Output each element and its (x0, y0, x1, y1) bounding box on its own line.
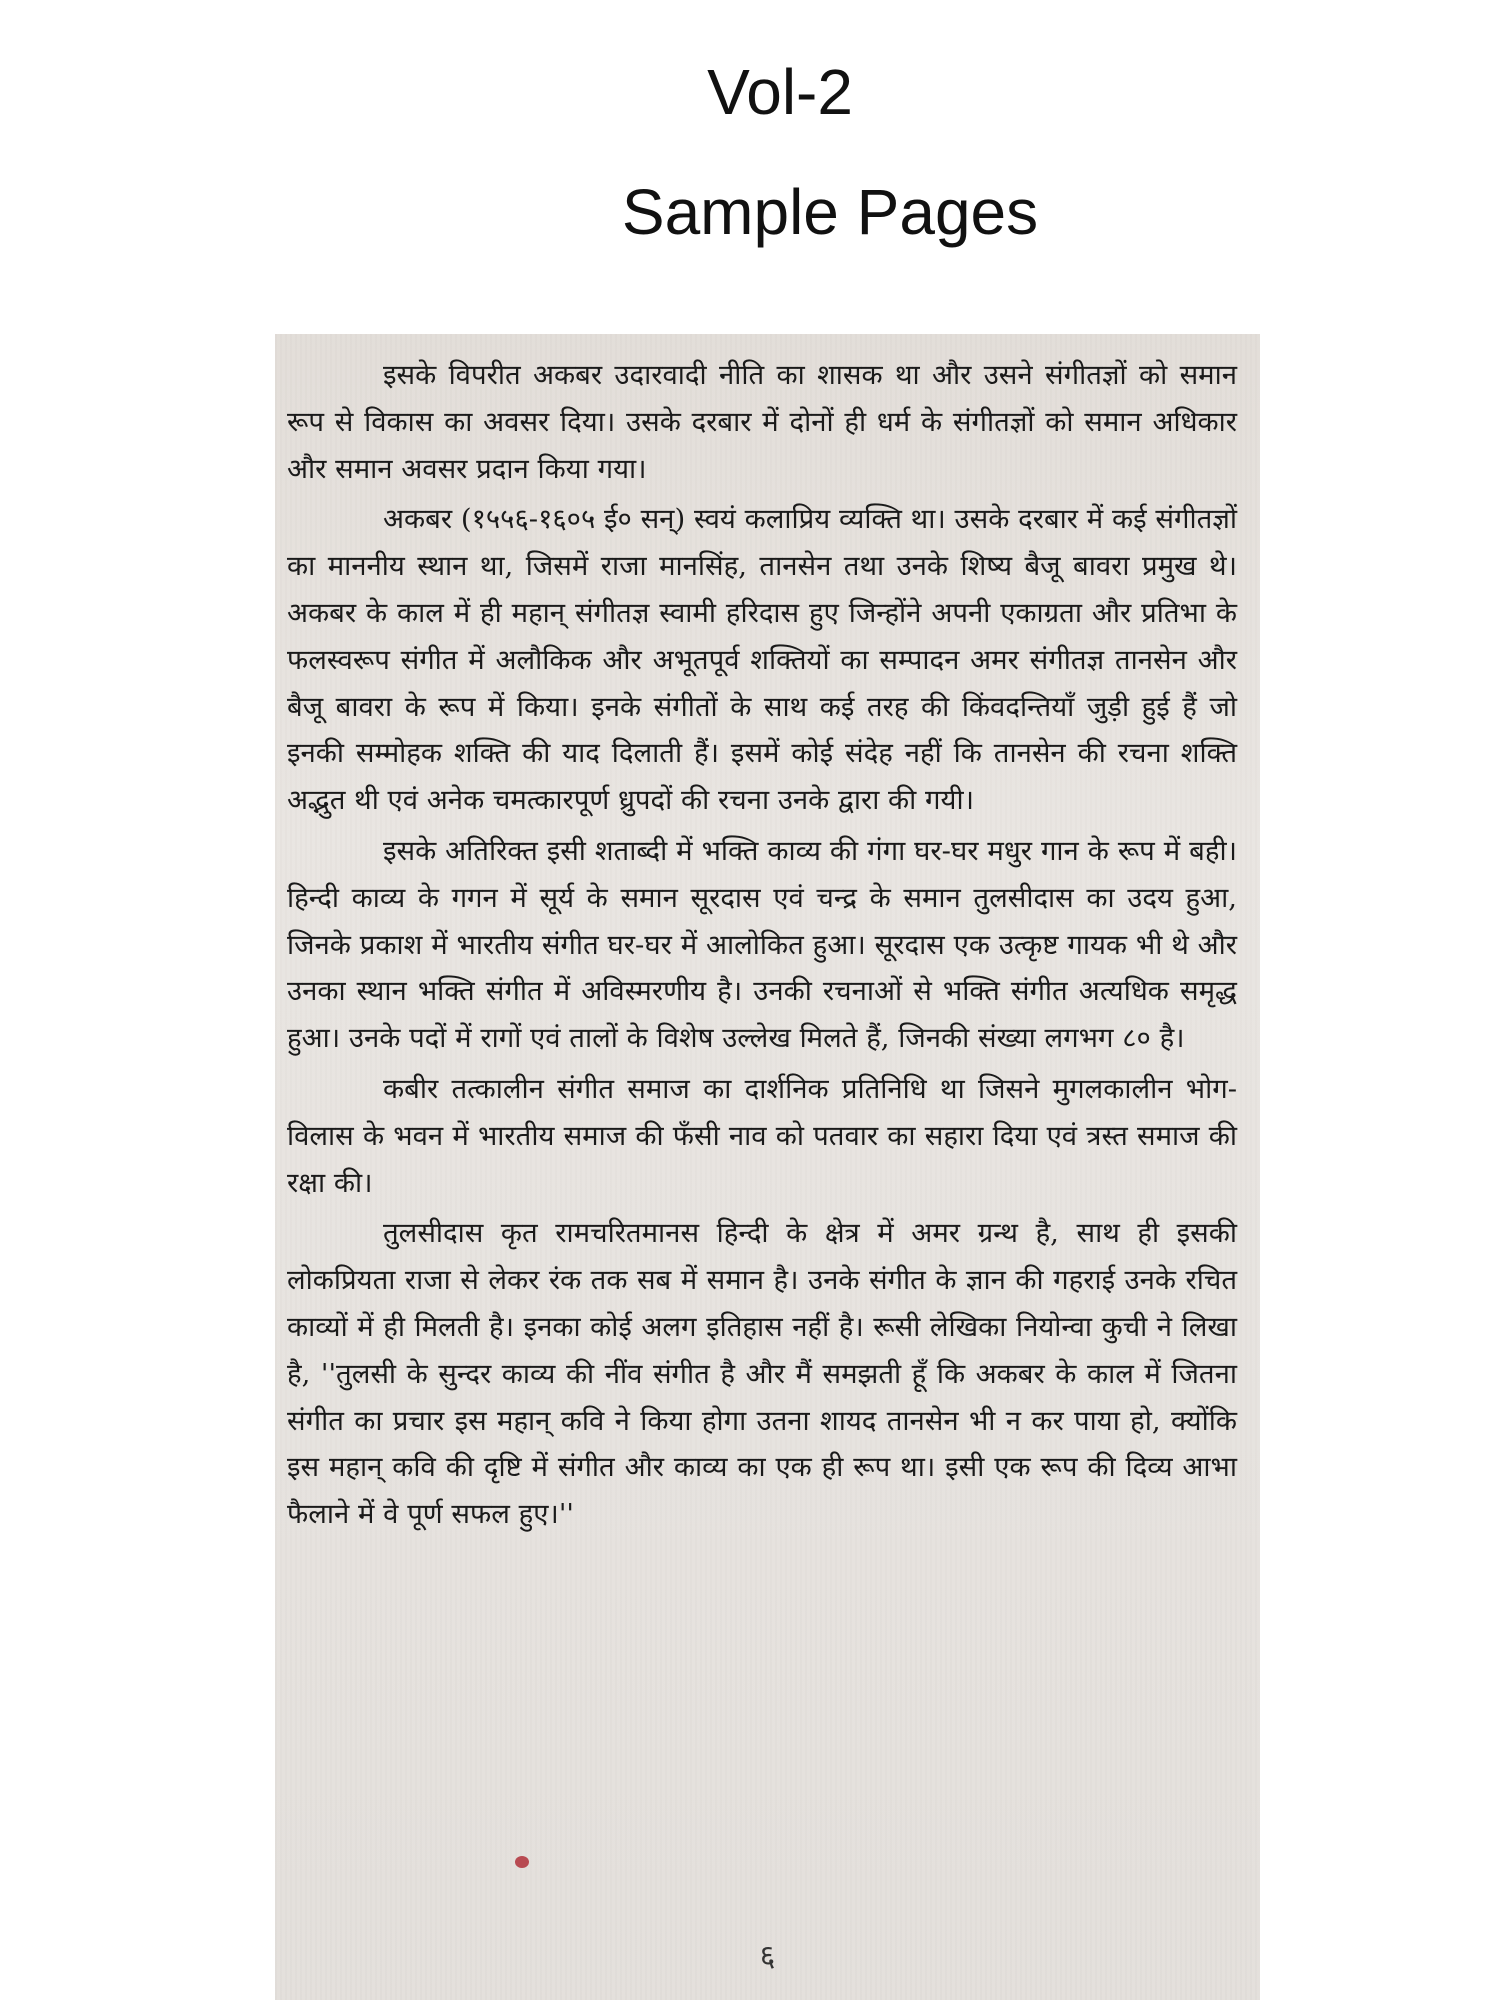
paragraph-tulsidas: तुलसीदास कृत रामचरितमानस हिन्दी के क्षेत्र में अमर ग्रन्थ है, साथ ही इसकी लोकप्रियता राजा से लेकर रंक तक सब में समान है। उनके संगीत के ज्ञान की गहराई उनके रचित काव्यों में ही मिलती है। इनका कोई अलग इतिहास नहीं है। रूसी लेखिका नियोन्वा कुची ने लिखा है, ''तुलसी के सुन्दर काव्य की नींव संगीत है और मैं समझती हूँ कि अकबर के काल में जितना संगीत का प्रचार इस महान् कवि ने किया होगा उतना शायद तानसेन भी न कर पाया हो, क्योंकि इस महान् कवि की दृष्टि में संगीत और काव्य का एक ही रूप था। इसी एक रूप की दिव्य आभा फैलाने में वे पूर्ण सफल हुए।'' (287, 1217, 1237, 1531)
paragraph-akbar-court: अकबर (१५५६-१६०५ ई० सन्) स्वयं कलाप्रिय व्यक्ति था। उसके दरबार में कई संगीतज्ञों का माननीय स्थान था, जिसमें राजा मानसिंह, तानसेन तथा उनके शिष्य बैजू बावरा प्रमुख थे। अकबर के काल में ही महान् संगीतज्ञ स्वामी हरिदास हुए जिन्होंने अपनी एकाग्रता और प्रतिभा के फलस्वरूप संगीत में अलौकिक और अभूतपूर्व शक्तियों का सम्पादन अमर संगीतज्ञ तानसेन और बैजू बावरा के रूप में किया। इनके संगीतों के साथ कई तरह की किंवदन्तियाँ जुड़ी हुई हैं जो इनकी सम्मोहक शक्ति की याद दिलाती हैं। इसमें कोई संदेह नहीं कि तानसेन की रचना शक्ति अद्भुत थी एवं अनेक चमत्कारपूर्ण ध्रुपदों की रचना उनके द्वारा की गयी। (287, 503, 1237, 817)
sample-pages-title: Sample Pages (621, 176, 1039, 248)
ink-smudge (515, 1856, 529, 1868)
paragraph-kabir: कबीर तत्कालीन संगीत समाज का दार्शनिक प्रतिनिधि था जिसने मुगलकालीन भोग-विलास के भवन में भारतीय समाज की फँसी नाव को पतवार का सहारा दिया एवं त्रस्त समाज की रक्षा की। (287, 1072, 1237, 1199)
page-number: ६ (759, 1939, 776, 1974)
page-body (287, 352, 1237, 1542)
paragraph-bhakti-kavya: इसके अतिरिक्त इसी शताब्दी में भक्ति काव्य की गंगा घर-घर मधुर गान के रूप में बही। हिन्दी काव्य के गगन में सूर्य के समान सूरदास एवं चन्द्र के समान तुलसीदास का उदय हुआ, जिनके प्रकाश में भारतीय संगीत घर-घर में आलोकित हुआ। सूरदास एक उत्कृष्ट गायक भी थे और उनका स्थान भक्ति संगीत में अविस्मरणीय है। उनकी रचनाओं से भक्ति संगीत अत्यधिक समृद्ध हुआ। उनके पदों में रागों एवं तालों के विशेष उल्लेख मिलते हैं, जिनकी संख्या लगभग ८० है। (287, 834, 1237, 1055)
volume-title: Vol-2 (707, 56, 853, 128)
scanned-page (275, 334, 1260, 2000)
paragraph-akbar-policy: इसके विपरीत अकबर उदारवादी नीति का शासक था और उसने संगीतज्ञों को समान रूप से विकास का अवसर दिया। उसके दरबार में दोनों ही धर्म के संगीतज्ञों को समान अधिकार और समान अवसर प्रदान किया गया। (287, 359, 1237, 485)
